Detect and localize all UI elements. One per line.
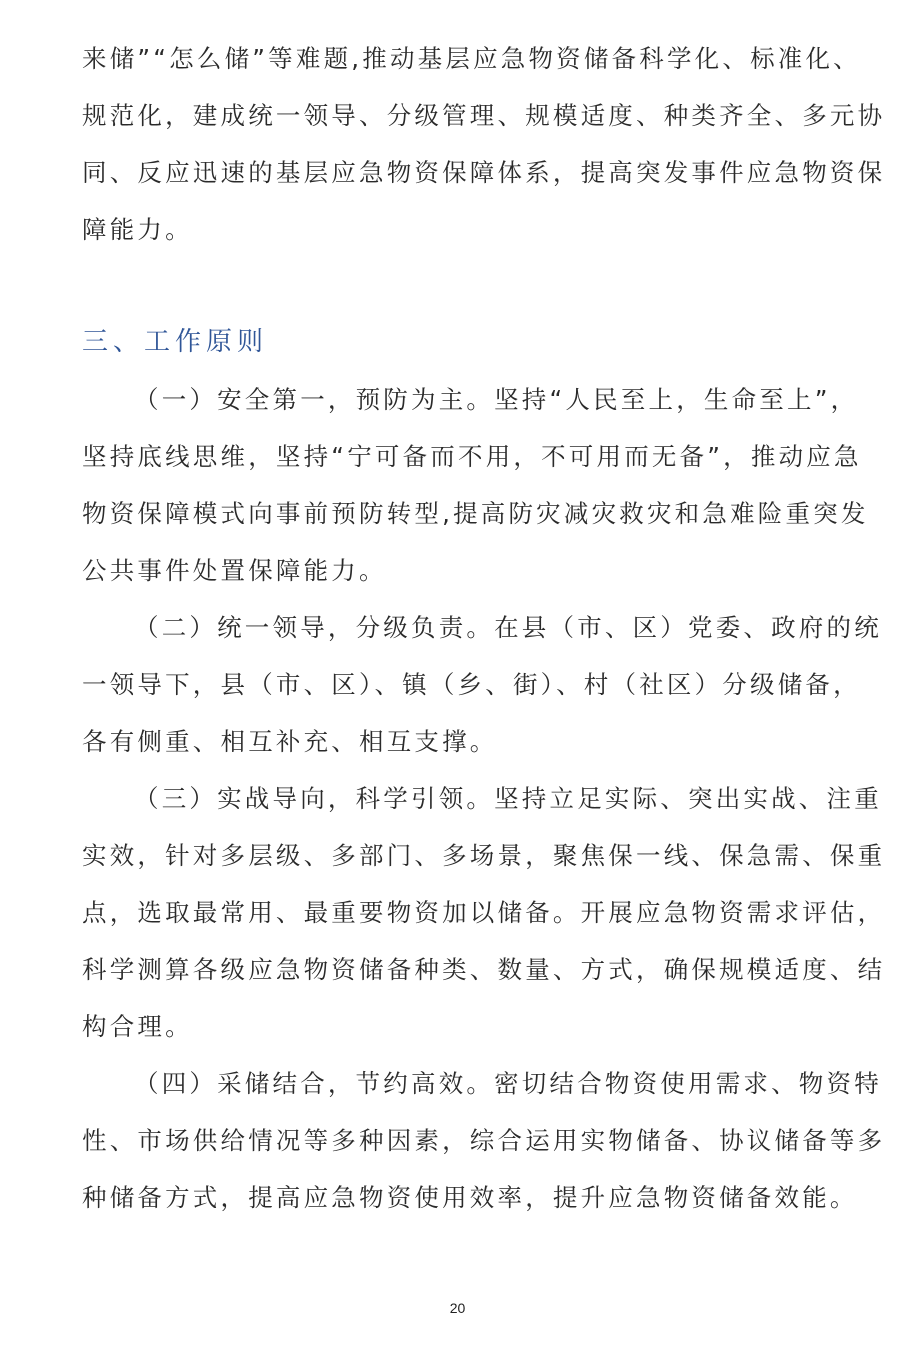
principle-1-line-4: 公共事件处置保障能力。 [82, 556, 387, 585]
intro-line-2: 规范化，建成统一领导、分级管理、规模适度、种类齐全、多元协 [82, 101, 886, 130]
intro-line-1: 来储”“怎么储”等难题,推动基层应急物资储备科学化、标准化、 [82, 44, 861, 73]
principle-1-line-3: 物资保障模式向事前预防转型,提高防灾减灾救灾和急难险重突发 [82, 499, 869, 528]
intro-line-4: 障能力。 [82, 215, 193, 244]
principle-2-line-3: 各有侧重、相互补充、相互支撑。 [82, 727, 498, 756]
principle-2-line-2: 一领导下，县（市、区）、镇（乡、街）、村（社区）分级储备， [82, 670, 861, 699]
principle-1-line-1: （一）安全第一，预防为主。坚持“人民至上，生命至上”， [134, 385, 859, 414]
principle-3-line-1: （三）实战导向，科学引领。坚持立足实际、突出实战、注重 [134, 784, 882, 813]
principle-4-line-1: （四）采储结合，节约高效。密切结合物资使用需求、物资特 [134, 1069, 882, 1098]
section-heading: 三、工作原则 [82, 327, 269, 357]
principle-3-line-3: 点，选取最常用、最重要物资加以储备。开展应急物资需求评估， [82, 898, 886, 927]
principle-1-line-2: 坚持底线思维，坚持“宁可备而不用，不可用而无备”，推动应急 [82, 442, 862, 471]
principle-3-line-2: 实效，针对多层级、多部门、多场景，聚焦保一线、保急需、保重 [82, 841, 886, 870]
principle-3-line-4: 科学测算各级应急物资储备种类、数量、方式，确保规模适度、结 [82, 955, 886, 984]
page-number: 20 [449, 1300, 466, 1316]
intro-line-3: 同、反应迅速的基层应急物资保障体系，提高突发事件应急物资保 [82, 158, 886, 187]
principle-3-line-5: 构合理。 [82, 1012, 193, 1041]
principle-2-line-1: （二）统一领导，分级负责。在县（市、区）党委、政府的统 [134, 613, 882, 642]
principle-4-line-2: 性、市场供给情况等多种因素，综合运用实物储备、协议储备等多 [82, 1126, 886, 1155]
principle-4-line-3: 种储备方式，提高应急物资使用效率，提升应急物资储备效能。 [82, 1183, 858, 1212]
